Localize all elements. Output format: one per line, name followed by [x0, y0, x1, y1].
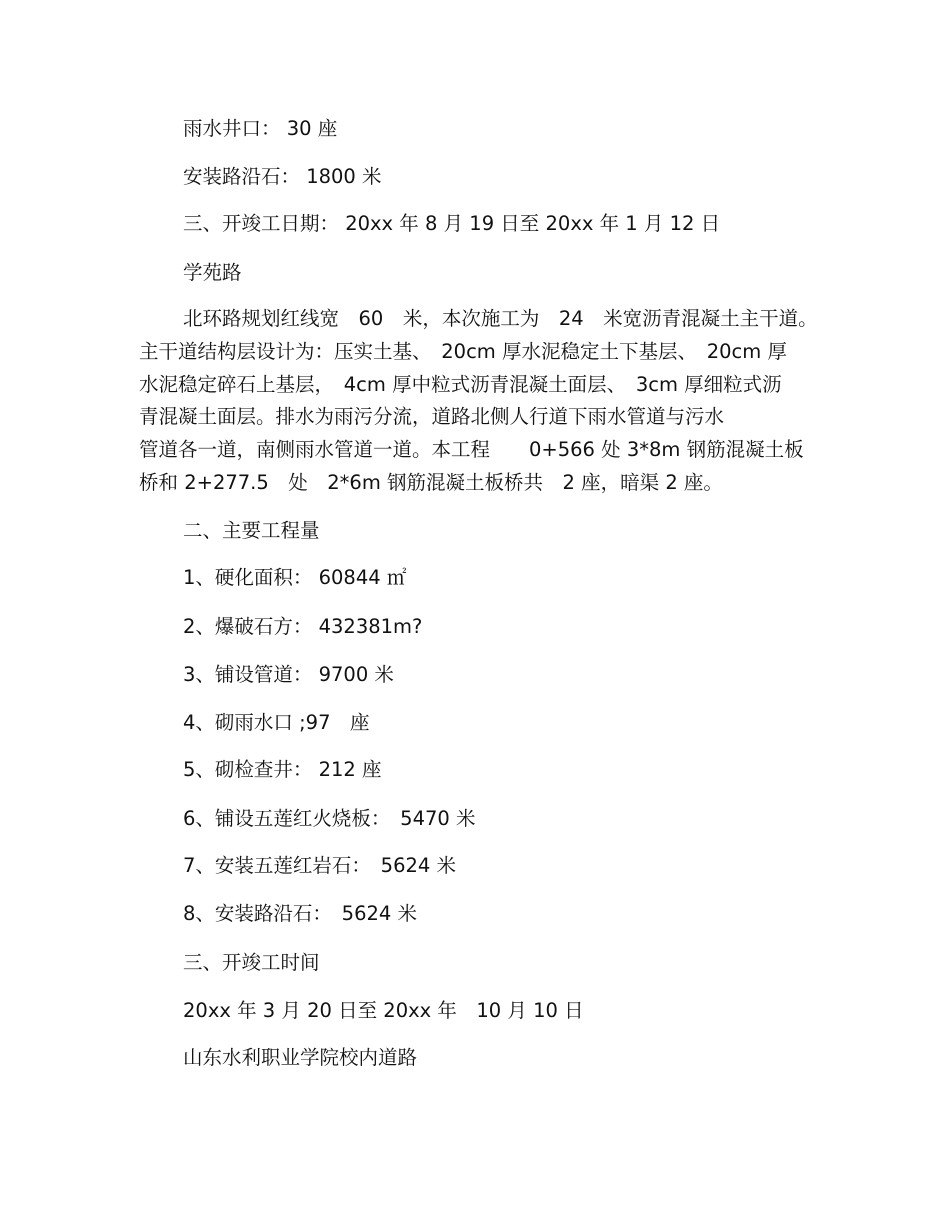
paragraph-line: 水泥稳定碎石上基层， 4cm 厚中粒式沥青混凝土面层、 3cm 厚细粒式沥 [139, 372, 782, 396]
paragraph-line: 管道各一道，南侧雨水管道一道。本工程 0+566 处 3*8m 钢筋混凝土板 [139, 438, 804, 462]
paragraph-line: 桥和 2+277.5 处 2*6m 钢筋混凝土板桥共 2 座，暗渠 2 座。 [139, 470, 723, 494]
paragraph-line: 青混凝土面层。排水为雨污分流，道路北侧人行道下雨水管道与污水 [139, 405, 725, 429]
list-item: 3、铺设管道： 9700 米 [183, 663, 394, 686]
text-line-rain-inlet: 雨水井口： 30 座 [183, 117, 338, 140]
text-line-road-name: 学苑路 [183, 261, 242, 284]
list-item: 1、硬化面积： 60844 ㎡ [183, 566, 407, 589]
text-line-next-project: 山东水利职业学院校内道路 [183, 1046, 418, 1069]
text-line-curbstone: 安装路沿石： 1800 米 [183, 165, 382, 188]
project-description-paragraph [139, 307, 829, 504]
list-item: 8、安装路沿石： 5624 米 [183, 902, 417, 925]
list-item: 6、铺设五莲红火烧板： 5470 米 [183, 807, 476, 830]
section-heading-quantities: 二、主要工程量 [183, 519, 320, 542]
paragraph-line: 主干道结构层设计为：压实土基、 20cm 厚水泥稳定土下基层、 20cm 厚 [139, 339, 787, 363]
list-item: 7、安装五莲红岩石： 5624 米 [183, 854, 456, 877]
list-item: 4、砌雨水口 ;97 座 [183, 711, 370, 734]
list-item: 2、爆破石方： 432381m? [183, 615, 423, 638]
text-line-construction-dates: 三、开竣工日期： 20xx 年 8 月 19 日至 20xx 年 1 月 12 日 [183, 212, 721, 235]
paragraph-line: 北环路规划红线宽 60 米，本次施工为 24 米宽沥青混凝土主干道。 [183, 307, 818, 330]
list-item: 5、砌检查井： 212 座 [183, 758, 382, 781]
text-line-schedule-dates: 20xx 年 3 月 20 日至 20xx 年 10 月 10 日 [183, 999, 584, 1022]
section-heading-schedule: 三、开竣工时间 [183, 951, 320, 974]
